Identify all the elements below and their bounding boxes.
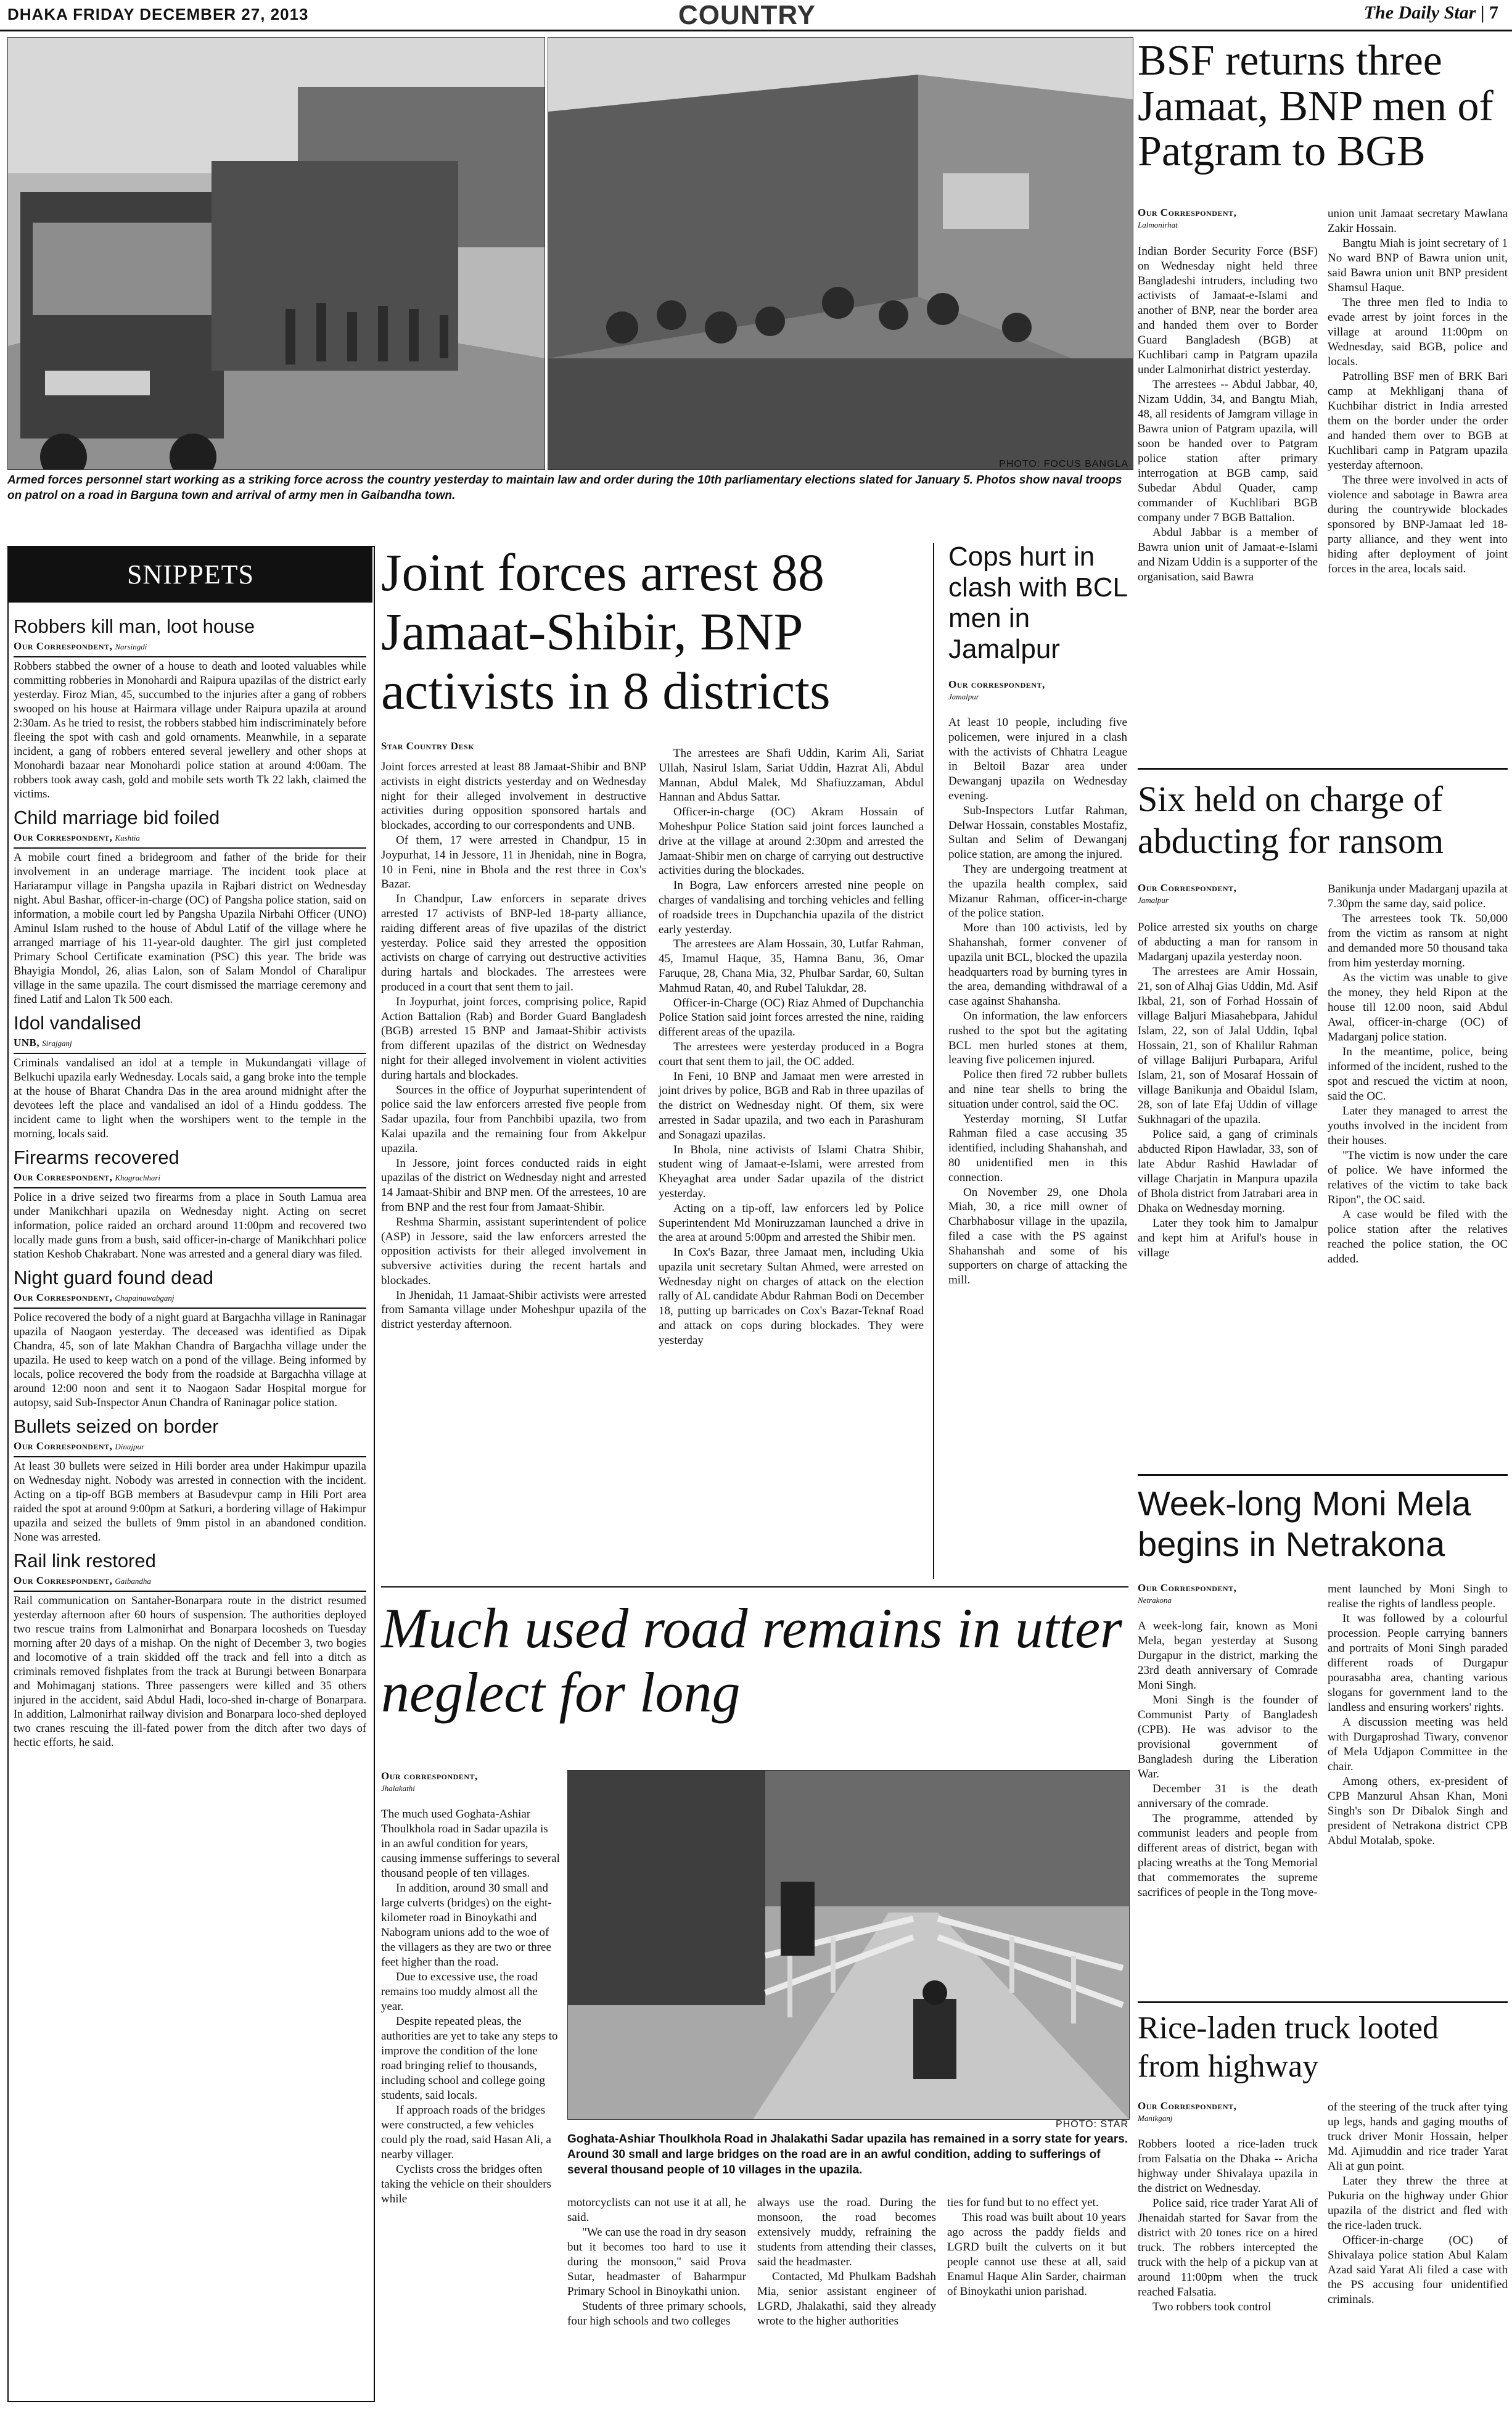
column-rule [933,543,934,1579]
snippets-list [14,611,366,1754]
paragraph: In Chandpur, Law enforcers in separate drives arrested 17 activists of BNP-led 18-party alliance, raiding different areas of five upazilas of the district yesterday. Police said they arrested the opposition activists on charge of carrying out destructive activities during hartals and blockades. The arrestees were produced in a court that sent them to jail. [381,892,646,994]
paragraph: The arrestees are Amir Hossain, 21, son of Alhaj Gias Uddin, Md. Asif Ikbal, 21, son of Forhad Hossain of village Baljuri Miasahebpara, Jahidul Islam, 22, son of Jalal Uddin, Iqbal Hossain, 21, son of Khalilur Rahman of village Balijuri Purbapara, Ariful Islam, 21, son of Mosaraf Hossain of village Banikunja and Obaidul Islam, 28, son of late Efaj Uddin of village Sukhnagari of the upazila. [1138,965,1318,1126]
road-byline-block [381,1770,560,1793]
paragraph: "The victim is now under the care of police. We have informed the relatives of the victim to take back Ripon", the OC said. [1328,1149,1508,1206]
paragraph: Sub-Inspectors Lutfar Rahman, Delwar Hossain, constables Mostafiz, Sultan and Selim of Dewanganj police station, are among the injured. [948,804,1127,862]
paragraph: At least 10 people, including five policemen, were injured in a clash with the activists of Chhatra League in Beltoil Bazar area under Dewanganj upazila on Wednesday evening. [948,716,1127,802]
paragraph: Officer-in-charge (OC) Akram Hossain of Moheshpur Police Station said joint forces launched a drive at the village at around 2:30pm and arrested the Jamaat-Shibir men on charge of carrying out destructive activities during the blockades. [659,805,924,878]
top-photo-credit: PHOTO: FOCUS BANGLA [999,459,1128,469]
joint-column-1 [381,760,646,1332]
road-column-4 [947,2196,1126,2299]
rice-column-1 [1138,2137,1318,2315]
paragraph: Later they threw the three at Pukuria on the highway under Ghior upazila of the district and fled with the rice-laden truck. [1328,2175,1508,2232]
paragraph: Students of three primary schools, four high schools and two colleges [567,2300,746,2328]
six-column-2 [1328,882,1508,1267]
six-headline: Six held on charge of abducting for ransom [1138,779,1444,861]
rice-dateline: Manikganj [1138,2114,1173,2123]
cops-body [948,715,1127,1288]
paragraph: of the steering of the truck after tying up legs, hands and gaging mouths of truck driver Monir Hossain, helper Md. Ajimuddin and rice trader Yarat Ali at gun point. [1328,2101,1508,2173]
masthead: The Daily Star | 7 [1363,2,1498,23]
snippet-byline: Our Correspondent, [14,1440,113,1452]
section-name: COUNTRY [678,0,816,30]
snippet-place: Kushtia [115,833,140,842]
road-dateline: Jhalakathi [381,1784,415,1793]
snippet-item [14,1267,366,1410]
paragraph: ties for fund but to no effect yet. [947,2196,1099,2209]
paragraph: Joint forces arrested at least 88 Jamaat-Shibir and BNP activists in eight districts yesterday and on Wednesday night for their alleged involvement in destructive activities during opposition sponsored hartals and blockades, according to our correspondents and UNB. [381,760,646,833]
top-photo-caption: Armed forces personnel start working as a striking force across the country yesterday to maintain law and order during the 10th parliamentary elections slated for January 5. Photos show naval troops on patrol on a road in Barguna town and arrival of army men in Gaibandha town. [7,474,1122,502]
mela-byline: Our Correspondent, [1138,1582,1237,1594]
paragraph: Reshma Sharmin, assistant superintendent of police (ASP) in Jessore, said the law enforcers arrested the opposition activists for their alleged involvement in subversive activities during the recent hartals and blockades. [381,1215,646,1287]
paragraph: In Jessore, joint forces conducted raids in eight upazilas of the district on Wednesday night and arrested 14 Jamaat-Shibir and BNP men. Of the arrestees, 10 are from BNP and the rest four from Jamaat-Shibir. [381,1156,646,1214]
cops-byline: Our correspondent, [948,678,1045,690]
snippet-byline: Our Correspondent, [14,640,113,652]
paragraph: In Jhenidah, 11 Jamaat-Shibir activists were arrested from Samanta village under Moheshpur upazila of the district yesterday afternoon. [381,1288,646,1332]
snippet-item [14,807,366,1007]
paragraph: Due to excessive use, the road remains too muddy almost all the year. [381,1970,538,2013]
divider [14,847,366,849]
divider [14,656,366,657]
paragraph: Yesterday morning, SI Lutfar Rahman filed a case accusing 35 identified, including Shahanshah, and 80 unidentified men in this connection. [948,1112,1127,1184]
paragraph: Moni Singh is the founder of Communist Party of Bangladesh (CPB). He was advisor to the provisional government of Bangladesh during the Liberation War. [1138,1694,1318,1781]
divider [14,1307,366,1309]
paragraph: In Joypurhat, joint forces, comprising police, Rapid Action Battalion (Rab) and Border Guard Bangladesh (BGB) arrested 15 BNP and Jamaat-Shibir activists from different upazilas of the district on Wednesday night for their alleged involvement in violent activities during hartals and blockades. [381,995,646,1082]
mela-column-2 [1328,1582,1508,1848]
cops-byline-block [948,678,1127,702]
dateline-header: DHAKA FRIDAY DECEMBER 27, 2013 [7,5,309,23]
bsf-byline-block [1138,207,1318,230]
divider [1138,2001,1508,2003]
paragraph: They are undergoing treatment at the upazila health complex, said Mizanur Rahman, officer-in-charge of the police station. [948,862,1127,920]
snippet-byline: Our Correspondent, [14,1291,113,1303]
road-byline: Our correspondent, [381,1770,478,1782]
paragraph: The programme, attended by communist leaders and people from different areas of district, began with placing wreaths at the Tong Memorial that commemorates the supreme sacrifices of people in the Tong move- [1138,1812,1318,1899]
joint-byline: Star Country Desk [381,740,475,752]
road-column-3 [757,2196,936,2329]
road-photo-credit: PHOTO: STAR [1056,2119,1128,2130]
paragraph: This road was built about 10 years ago across the paddy fields and LGRD built the culverts on it but people cannot use these at all, said Enamul Haque Alin Sarder, chairman of Binoykathi union parishad. [947,2211,1126,2298]
paragraph: Police said, a gang of criminals abducted Ripon Hawladar, 33, son of late Abdur Rashid Hawladar of village Charjatin in Manpura upazila of Bhola district from Jatrabari area in Dhaka on Wednesday morning. [1138,1128,1318,1215]
rice-byline-block [1138,2100,1318,2123]
snippet-byline: Our Correspondent, [14,1575,113,1586]
paragraph: ment launched by Moni Singh to realise the rights of landless people. [1328,1583,1508,1610]
paragraph: Officer-in-Charge (OC) Riaz Ahmed of Dupchanchia Police Station said joint forces arrested the nine, raiding different areas of the upazila. [659,996,924,1039]
mela-headline: Week-long Moni Mela begins in Netrakona [1138,1484,1471,1563]
paragraph: The three men fled to India to evade arrest by joint forces in the village at around 11:00pm on Wednesday, said BGB, police and locals. [1328,296,1508,368]
six-column-1 [1138,920,1318,1261]
paragraph: Abdul Jabbar is a member of Bawra union unit of Jamaat-e-Islami and Nizam Uddin is a supporter of the organisation, said Bawra [1138,526,1318,583]
paragraph: The arrestees are Shafi Uddin, Karim Ali, Sariat Ullah, Nasirul Islam, Sariat Uddin, Hazrat Ali, Abdul Mannan, Abdul Malek, Md Shafiuzzaman, Abdul Hannan and Abdus Sattar. [659,747,924,804]
paragraph: In addition, around 30 small and large culverts (bridges) on the eight-kilometer road in Binoykathi and Nabogram unions add to the woe of the villagers as they are two or three feet higher than the road. [381,1882,552,1969]
paragraph: Police arrested six youths on charge of abducting a man for ransom in Madarganj upazila yesterday noon. [1138,921,1318,963]
road-photo-caption: Goghata-Ashiar Thoulkhola Road in Jhalakathi Sadar upazila has remained in a sorry state for years. Around 30 small and large bridges on the road are in an awful condition, adding to sufferings of several thousand people of 10 villages in the upazila. [567,2133,1128,2176]
snippet-item [14,1147,366,1262]
paragraph: In the meantime, police, being informed of the incident, rushed to the spot and rescued the victim at noon, said the OC. [1328,1045,1508,1103]
paragraph: The arrestees -- Abdul Jabbar, 40, Nizam Uddin, 34, and Bangtu Miah, 48, all residents of Jamgram village in Bawra union of Patgram upazila, will soon be handed over to Patgram police station after primary interrogation at BGB camp, said Subedar Abdul Quader, camp commander of Kuchlibari BGB company under 7 BGB Battalion. [1138,378,1318,524]
paragraph: On November 29, one Dhola Miah, 30, a rice mill owner of Charbhabosur village in the upazila, filed a case with the PS against Shahanshah and some of his supporters on charge of attacking the mill. [948,1185,1127,1287]
paragraph: More than 100 activists, led by Shahanshah, former convener of upazila unit BCL, blocked the upazila headquarters road by burning tyres in the area, demanding withdrawal of a case against Shahansha. [948,921,1127,1008]
snippet-place: Chapainawabganj [115,1293,175,1303]
divider [14,1053,366,1054]
paragraph: motorcyclists can not use it at all, he said. [567,2196,746,2224]
snippet-item [14,1415,366,1545]
photo-army-arrival [548,37,1133,470]
mela-byline-block [1138,1582,1318,1605]
rice-column-2 [1328,2100,1508,2307]
paragraph: Among others, ex-president of CPB Manzurul Ahsan Khan, Moni Singh's son Dr Dibalok Singh and president of Netrakona district CPB Abdul Motalab, spoke. [1328,1775,1508,1847]
paragraph: Bangtu Miah is joint secretary of 1 No ward BNP of Bawra union unit, said Bawra union unit BNP president Shamsul Haque. [1328,237,1508,294]
paragraph: In Bogra, Law enforcers arrested nine people on charges of vandalising and torching vehicles and felling of roadside trees in Dupchanchia upazila of the district early yesterday. [659,879,924,936]
paragraph: Contacted, Md Phulkam Badshah Mia, senior assistant engineer of LGRD, Jhalakathi, said they already wrote to the higher authorities [757,2270,936,2328]
divider [1138,1474,1508,1476]
six-byline-block [1138,882,1318,905]
snippet-text: Police recovered the body of a night guard at Bargachha village in Raninagar upazila of Naogaon yesterday. The deceased was identified as Dipak Chandra, 45, son of late Makhan Chandra of Bargachha village under the upazila. He used to keep watch on a pond of the village. Being informed by locals, police recovered the body from the roadside at Bargachha village at around 12:00 noon and sent it to Naogaon Sadar Hospital morgue for autopsy, said Sub-Inspector Anun Chandra of Raninagar police station. [14,1312,366,1409]
paragraph: If approach roads of the bridges were constructed, a few vehicles could ply the road, said Hasan Ali, a nearby villager. [381,2104,551,2161]
snippet-place: Khagrachhari [115,1173,161,1182]
divider [14,1591,366,1592]
snippet-place: Sirajganj [42,1039,72,1048]
paragraph: Later they took him to Jamalpur and kept him at Ariful's house in village [1138,1217,1318,1259]
snippet-place: Dinajpur [115,1442,145,1451]
paragraph: Banikunja under Madarganj upazila at 7.30pm the same day, said police. [1328,883,1508,910]
paragraph: A week-long fair, known as Moni Mela, began yesterday at Susong Durgapur in the district, marking the 23rd death anniversary of Comrade Moni Singh. [1138,1620,1318,1692]
snippet-place: Narsingdi [115,642,147,651]
road-column-2 [567,2196,746,2329]
bsf-dateline: Lalmonirhat [1138,220,1178,229]
snippet-byline: Our Correspondent, [14,1171,113,1183]
snippet-title: Idol vandalised [14,1012,141,1034]
snippet-title: Child marriage bid foiled [14,807,220,828]
paragraph: "We can use the road in dry season but it becomes too hard to use it during the monsoon," said Prova Sutar, headmaster of Baharmpur Primary School in Binoykathi union. [567,2226,746,2298]
paragraph: Sources in the office of Joypurhat superintendent of police said the law enforcers arrested five people from Sadar upazila, four from Panchbibi upazila, two from Kalai upazila and the remaining four from Akkelpur upazila. [381,1083,646,1155]
snippet-place: Gaibandha [115,1576,151,1586]
mela-column-1 [1138,1619,1318,1900]
paragraph: The three were involved in acts of violence and sabotage in Bawra area during the countrywide blockades sponsored by BNP-Jamaat led 18-party alliance, and they went into hiding after deployment of joint forces in the area, locals said. [1328,474,1508,575]
paragraph: Police said, rice trader Yarat Ali of Jhenaidah started for Savar from the district with 20 tones rice on a hired truck. The robbers intercepted the truck with the help of a pickup van at around 11:00pm when the truck reached Falsatia. [1138,2197,1318,2299]
snippet-text: Police in a drive seized two firearms from a place in South Lamua area under Manikchhari upazila on Wednesday night. Acting on secret information, police raided an orchard around 11:00pm and recovered two locally made guns from a bush, said officer-in-charge of Manikchhari police station Keshob Chakrabart. None was arrested and a general diary was filed. [14,1192,366,1261]
snippet-text: A mobile court fined a bridegroom and father of the bride for their involvement in an underage marriage. The incident took place at Hariarampur village in Pangsha upazila in Rajbari district on Wednesday night. Abul Bashar, officer-in-charge (OC) of Pangsha police station, said on information, a mobile court led by Pangsha Upazila Nirbahi Officer (UNO) Aminul Islam rushed to the house of Abdul Latif of the village where he arranged marriage of his 11-year-old daughter. The girl just completed Primary School Certificate examination (PSC) this year. The bride was Bhayigia Mondol, 26, alias Lalon, son of Salam Mondol of Charalipur village in the same upazila. The court dismissed the marriage ceremony and fined Latif and Lalon Tk 500 each. [14,852,366,1006]
paragraph: In Feni, 10 BNP and Jamaat men were arrested in joint drives by police, BGB and Rab in three upazilas of the district on Wednesday night. Of them, six were arrested in Sadar upazila, and two each in Parashuram and Sonagazi upazilas. [659,1069,924,1142]
paragraph: Patrolling BSF men of BRK Bari camp at Mekhliganj thana of Kuchbihar district in India arrested them on the border under the order and handed them over to BGB at Kuchlibari camp in Patgram upazila yesterday afternoon. [1328,370,1508,472]
snippet-byline: Our Correspondent, [14,831,113,843]
paragraph: On information, the law enforcers rushed to the spot but the agitating BCL men hurled stones at them, leaving five policemen injured. [948,1009,1127,1067]
paragraph: The arrestees are Alam Hossain, 30, Lutfar Rahman, 45, Imamul Haque, 35, Hamna Banu, 36, Omar Faruque, 28, Chana Mia, 32, Phulbar Sardar, 60, Sultan Mahmud Ratan, 40, and Rubel Talukdar, 28. [659,937,924,995]
paragraph: Later they managed to arrest the youths involved in the incident from their houses. [1328,1105,1508,1147]
paragraph: As the victim was unable to give the money, they held Ripon at the house till 12.00 noon, said Abdul Awal, officer-in-charge (OC) of Madarganj police station. [1328,971,1508,1044]
snippet-text: Robbers stabbed the owner of a house to death and looted valuables while committing robberies in Monohardi and Raipura upazilas of the district early yesterday. Firoz Mian, 45, succumbed to the injuries after a gang of robbers swooped on his house at Hairmara village under Raipura upazila at around 2:30am. As he tried to resist, the robbers stabbed him indiscriminately before fleeing the spot with cash and gold ornaments. Meanwhile, in a separate incident, a gang of robbers entered several jewellery and other shops at Monohardi bazaar near Monohardi police station at around 4:00am. The robbers took away cash, gold and mobile sets worth Tk 22 lakh, claimed the victims. [14,661,366,801]
paragraph: Acting on a tip-off, law enforcers led by Police Superintendent Md Moniruzzaman launched a drive in the area at around 5:00pm and arrested the Shibir men. [659,1201,924,1245]
snippet-item [14,1550,366,1750]
snippet-item [14,1012,366,1142]
snippet-item [14,616,366,802]
paragraph: December 31 is the death anniversary of the comrade. [1138,1782,1318,1810]
paragraph: union unit Jamaat secretary Mawlana Zakir Hossain. [1328,207,1508,235]
six-byline: Our Correspondent, [1138,882,1237,894]
snippet-text: Criminals vandalised an idol at a temple in Mukundangati village of Belkuchi upazila early Wednesday. Locals said, a gang broke into the temple at the house of Bharat Chandra Das in the area around midnight after the devotees left the place and vandalised an idol of a Hindu goddess. The incident came to light when the worshipers went to the temple in the morning, locals said. [14,1057,366,1140]
snippet-title: Rail link restored [14,1550,156,1571]
rice-byline: Our Correspondent, [1138,2100,1237,2112]
paragraph: The much used Goghata-Ashiar Thoulkhola road in Sadar upazila is in an awful condition for years, causing immense sufferings to several thousand people of ten villages. [381,1808,560,1880]
snippet-text: At least 30 bullets were seized in Hili border area under Hakimpur upazila on Wednesday night. Nobody was arrested in connection with the incident. Acting on a tip-off BGB members at Basudevpur camp in Hili Port area raided the spot at around 9:00pm at Satkuri, a bordering village of Hakimpur upazila and seized the bullets of 9mm pistol in an abandoned condition. None was arrested. [14,1460,366,1544]
joint-column-2 [659,746,924,1348]
paragraph: A discussion meeting was held with Durgaproshad Tiwary, convenor of Mela Udjapon Committee in the chair. [1328,1716,1508,1773]
brand-logo: The Daily Star [1363,2,1476,23]
road-headline: Much used road remains in utter neglect for long [381,1597,1122,1724]
paragraph: Indian Border Security Force (BSF) on Wednesday night held three Bangladeshi intruders, including two activists of Jamaat-e-Islami and another of BNP, near the border area and handed them over to Border Guard Bangladesh (BGB) at Kuchlibari camp in Patgram upazila under Lalmonirhat district yesterday. [1138,245,1318,376]
snippet-title: Robbers kill man, loot house [14,616,255,637]
paragraph: Of them, 17 were arrested in Chandpur, 15 in Joypurhat, 14 in Jessore, 11 in Jhenidah, nine in Bogra, 10 in Feni, nine in Bhola and the rest three in Cox's Bazar. [381,833,646,891]
page-number: 7 [1489,2,1498,23]
paragraph: A case would be filed with the police station after the relatives reached the police station, the OC added. [1328,1208,1508,1266]
paragraph: The arrestees took Tk. 50,000 from the victim as ransom at night and demanded more 50 thousand taka from him yesterday morning. [1328,912,1508,970]
paragraph: Officer-in-charge (OC) of Shivalaya police station Abul Kalam Azad said Yarat Ali filed a case with the PS accusing four unidentified criminals. [1328,2234,1508,2306]
snippet-title: Night guard found dead [14,1267,214,1288]
cops-headline: Cops hurt in clash with BCL men in Jamalpur [948,542,1127,664]
bsf-column-1 [1138,244,1318,585]
mela-dateline: Netrakona [1138,1596,1172,1605]
photo-naval-patrol [7,37,545,470]
paragraph: Cyclists cross the bridges often taking the vehicle on their shoulders while [381,2163,551,2205]
paragraph: In Cox's Bazar, three Jamaat men, including Ukia upazila unit secretary Sultan Ahmed, were arrested on Wednesday night on charges of attack on the election rally of AL candidate Abdur Rahman Bodi on December 18, putting up barricades on Cox's Bazar-Teknaf Road and attack on cops during blockades. They were yesterday [659,1246,924,1347]
snippet-title: Bullets seized on border [14,1415,219,1437]
photo-road-bridge [567,1770,1130,2120]
divider [14,1456,366,1457]
bsf-headline: BSF returns three Jamaat, BNP men of Patgram to BGB [1138,37,1494,175]
cops-dateline: Jamalpur [948,692,979,701]
snippets-title: SNIPPETS [9,547,372,603]
paragraph: Police then fired 72 rubber bullets and nine tear shells to bring the situation under control, said the OC. [948,1068,1127,1111]
snippet-title: Firearms recovered [14,1147,179,1168]
snippet-text: Rail communication on Santaher-Bonarpara route in the district resumed yesterday afternoon after 60 hours of suspension. The authorities deployed two rescue trains from Lalmonirhat and Bonarpara locosheds on Tuesday morning after 20 days of a mishap. On the night of December 3, two bogies and locomotive of a train skidded off the track and fell into a ditch as criminals removed fishplates from the track at Burungi between Bonarpara and Mohimaganj stations. Three passengers were killed and 35 others injured in the accident, said Abdul Hadi, loco-shed in-charge of Bonarpara. In addition, Lalmonirhat railway division and Bonarpara loco-shed deployed two cranes rescuing the ill-fated power from the ditch after two days of hectic efforts, he said. [14,1595,366,1749]
paragraph: It was followed by a colourful procession. People carrying banners and portraits of Moni Singh paraded different roads of Durgapur pourasabha area, chanting various slogans for government land to the landless and ensuring workers' rights. [1328,1612,1508,1714]
bsf-byline: Our Correspondent, [1138,207,1237,218]
divider [1138,768,1508,770]
snippet-byline: UNB, [14,1037,40,1048]
bsf-column-2 [1328,207,1508,577]
paragraph: Despite repeated pleas, the authorities are yet to take any steps to improve the condition of the lone road bringing relief to thousands, including school and college going students, said locals. [381,2015,558,2102]
paragraph: In Bhola, nine activists of Islami Chatra Shibir, student wing of Jamaat-e-Islami, were arrested from Kheyaghat area under Sadar upazila of the district yesterday. [659,1143,924,1200]
paragraph: always use the road. During the monsoon, the road becomes extensively muddy, refraining the students from attending their classes, said the headmaster. [757,2196,936,2268]
joint-headline: Joint forces arrest 88 Jamaat-Shibir, BNP activists in 8 districts [381,543,831,720]
paragraph: The arrestees were yesterday produced in a Bogra court that sent them to jail, the OC added. [659,1040,924,1068]
paragraph: Two robbers took control [1152,2300,1272,2313]
divider [14,1187,366,1188]
paragraph: Robbers looted a rice-laden truck from Falsatia on the Dhaka -- Aricha highway under Shivalaya upazila in the district on Wednesday. [1138,2138,1318,2195]
divider [381,1586,1128,1587]
rice-headline: Rice-laden truck looted from highway [1138,2011,1439,2084]
road-column-1 [381,1807,560,2207]
six-dateline: Jamalpur [1138,896,1169,905]
